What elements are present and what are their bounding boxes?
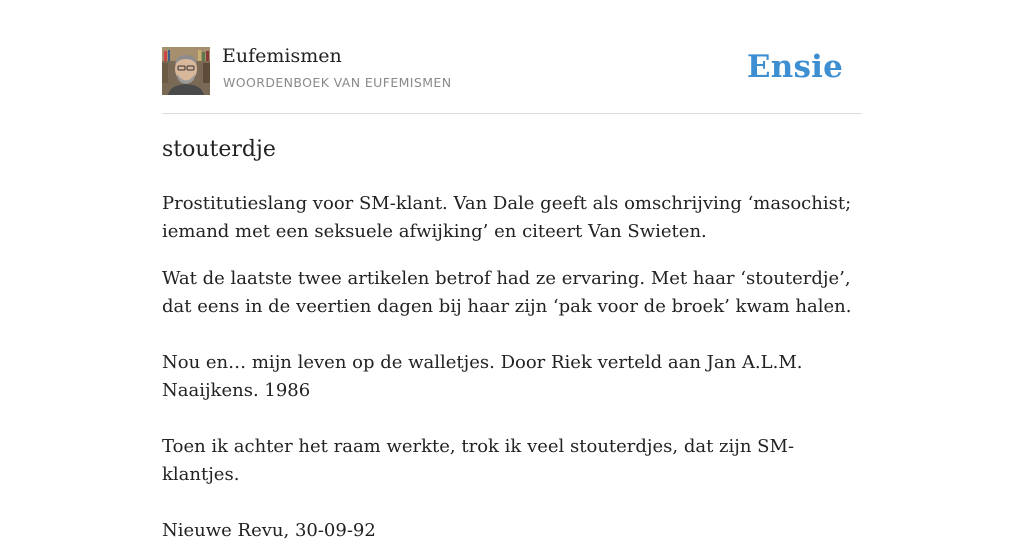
ensie-logo[interactable]: Ensie — [746, 49, 843, 85]
header — [162, 0, 862, 114]
entry-body — [162, 190, 862, 545]
source-1: Nou en… mijn leven op de walletjes. Door Riek verteld aan Jan A.L.M. Naaijkens. 1986 — [162, 352, 803, 401]
author-avatar[interactable] — [162, 47, 210, 95]
page — [162, 0, 862, 541]
entry-definition: Prostitutieslang voor SM-klant. Van Dale geeft als omschrijving ‘masochist; iemand met een seksuele afwijking’ en citeert Van Swieten. — [162, 193, 852, 242]
author-portrait-icon — [162, 47, 210, 95]
quote-1: Wat de laatste twee artikelen betrof had ze ervaring. Met haar ‘stouterdje’, dat eens in de veertien dagen bij haar zijn ‘pak voor de broek’ kwam halen. — [162, 268, 852, 317]
site-name[interactable]: Eufemismen — [222, 45, 342, 67]
source-2: Nieuwe Revu, 30-09-92 — [162, 520, 376, 541]
site-subtitle: WOORDENBOEK VAN EUFEMISMEN — [223, 75, 452, 90]
entry-title: stouterdje — [162, 137, 276, 162]
quote-2: Toen ik achter het raam werkte, trok ik veel stouterdjes, dat zijn SM-klantjes. — [162, 436, 795, 485]
